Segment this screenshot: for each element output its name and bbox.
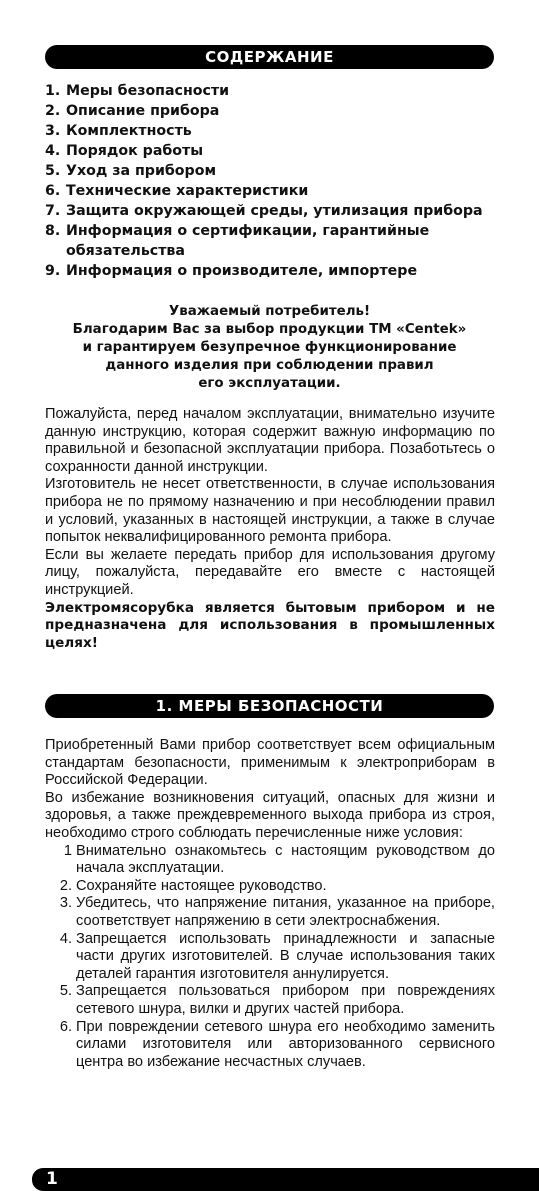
toc-item-text: Комплектность bbox=[66, 123, 192, 139]
contents-heading bbox=[45, 45, 494, 69]
toc-item bbox=[45, 181, 505, 201]
toc-item-number: 6. bbox=[45, 183, 61, 199]
intro-paragraph: Изготовитель не несет ответственности, в случае использования прибора не по прямому назначению и при несоблюдении правил и условий, указанных в настоящей инструкции, а также в случае попыток неквалифицированного ремонта прибора. bbox=[45, 476, 495, 546]
toc-item-number: 7. bbox=[45, 203, 61, 219]
toc-item-text: Информация о сертификации, гарантийные обязательства bbox=[66, 223, 430, 259]
safety-list-item bbox=[45, 878, 495, 896]
safety-paragraph: Приобретенный Вами прибор соответствует всем официальным стандартам безопасности, применимым к электроприборам в Российской Федерации. bbox=[45, 737, 495, 789]
toc-item bbox=[45, 161, 505, 181]
toc-item bbox=[45, 81, 505, 101]
intro-bold-note: Электромясорубка является бытовым прибором и не предназначена для использования в промышленных целях! bbox=[45, 599, 495, 651]
toc-item-text: Меры безопасности bbox=[66, 83, 230, 99]
safety-item-number: 1 bbox=[63, 842, 72, 859]
safety-item-number: 4. bbox=[59, 930, 72, 947]
toc-item bbox=[45, 261, 505, 281]
greeting-line: его эксплуатации. bbox=[198, 376, 341, 391]
toc-item bbox=[45, 221, 505, 261]
greeting-line: Благодарим Вас за выбор продукции ТМ «Centek» bbox=[72, 322, 467, 337]
toc-item bbox=[45, 201, 505, 221]
toc-item-number: 3. bbox=[45, 123, 61, 139]
safety-list-item bbox=[45, 931, 495, 984]
safety-item-text: Внимательно ознакомьтесь с настоящим руководством до начала эксплуатации. bbox=[76, 842, 495, 877]
toc-item-text: Порядок работы bbox=[66, 143, 204, 159]
toc-item-number: 1. bbox=[45, 83, 61, 99]
safety-item-text: Сохраняйте настоящее руководство. bbox=[76, 877, 327, 894]
toc-item-number: 4. bbox=[45, 143, 61, 159]
safety-item-text: При повреждении сетевого шнура его необходимо заменить силами изготовителя или авторизованного сервисного центра во избежание несчастных случаев. bbox=[76, 1018, 495, 1070]
toc-item-number: 2. bbox=[45, 103, 61, 119]
safety-paragraph: Во избежание возникновения ситуаций, опасных для жизни и здоровья, а также преждевременного выхода прибора из строя, необходимо строго соблюдать перечисленные ниже условия: bbox=[45, 789, 495, 841]
safety-list bbox=[45, 843, 495, 1072]
safety-item-number: 3. bbox=[59, 895, 72, 912]
safety-list-item bbox=[45, 895, 495, 930]
safety-item-number: 2. bbox=[59, 877, 72, 894]
contents-title: СОДЕРЖАНИЕ bbox=[205, 48, 334, 66]
page-number: 1 bbox=[46, 1169, 58, 1189]
safety-item-text: Запрещается использовать принадлежности и запасные части других изготовителей. В случае использования таких деталей гарантия изготовителя аннулируется. bbox=[76, 930, 495, 982]
toc-item-number: 5. bbox=[45, 163, 61, 179]
toc-item bbox=[45, 141, 505, 161]
page-footer-bar bbox=[32, 1168, 539, 1191]
toc-item-text: Описание прибора bbox=[66, 103, 220, 119]
toc-item-number: 9. bbox=[45, 263, 61, 279]
greeting-line: данного изделия при соблюдении правил bbox=[105, 358, 434, 373]
safety-title: 1. МЕРЫ БЕЗОПАСНОСТИ bbox=[155, 697, 384, 715]
toc-item-text: Технические характеристики bbox=[66, 183, 309, 199]
toc-item bbox=[45, 121, 505, 141]
safety-heading bbox=[45, 694, 494, 718]
toc-item bbox=[45, 101, 505, 121]
safety-list-item bbox=[45, 1019, 495, 1072]
safety-list-item bbox=[45, 983, 495, 1018]
intro-paragraph: Пожалуйста, перед началом эксплуатации, внимательно изучите данную инструкцию, которая содержит важную информацию по правильной и безопасной эксплуатации прибора. Позаботьтесь о сохранности данной инструкции. bbox=[45, 406, 495, 475]
safety-item-text: Запрещается пользоваться прибором при повреждениях сетевого шнура, вилки и других частей прибора. bbox=[76, 983, 495, 1017]
greeting-line: и гарантируем безупречное функционирование bbox=[82, 340, 457, 355]
toc-item-text: Защита окружающей среды, утилизация прибора bbox=[66, 203, 483, 219]
safety-list-item bbox=[45, 843, 495, 878]
toc-item-text: Информация о производителе, импортере bbox=[66, 263, 418, 279]
intro-paragraph: Если вы желаете передать прибор для использования другому лицу, пожалуйста, передавайте его вместе с настоящей инструкцией. bbox=[45, 546, 495, 598]
safety-item-number: 6. bbox=[59, 1018, 72, 1035]
greeting-line: Уважаемый потребитель! bbox=[168, 304, 371, 319]
intro-text bbox=[45, 406, 495, 652]
safety-item-text: Убедитесь, что напряжение питания, указанное на приборе, соответствует напряжению в сети электроснабжения. bbox=[76, 895, 495, 929]
safety-text bbox=[45, 737, 495, 1071]
toc-item-number: 8. bbox=[45, 223, 61, 239]
safety-item-number: 5. bbox=[59, 983, 72, 1000]
toc-item-text: Уход за прибором bbox=[66, 163, 217, 179]
table-of-contents bbox=[45, 81, 505, 281]
greeting-block bbox=[45, 303, 494, 393]
